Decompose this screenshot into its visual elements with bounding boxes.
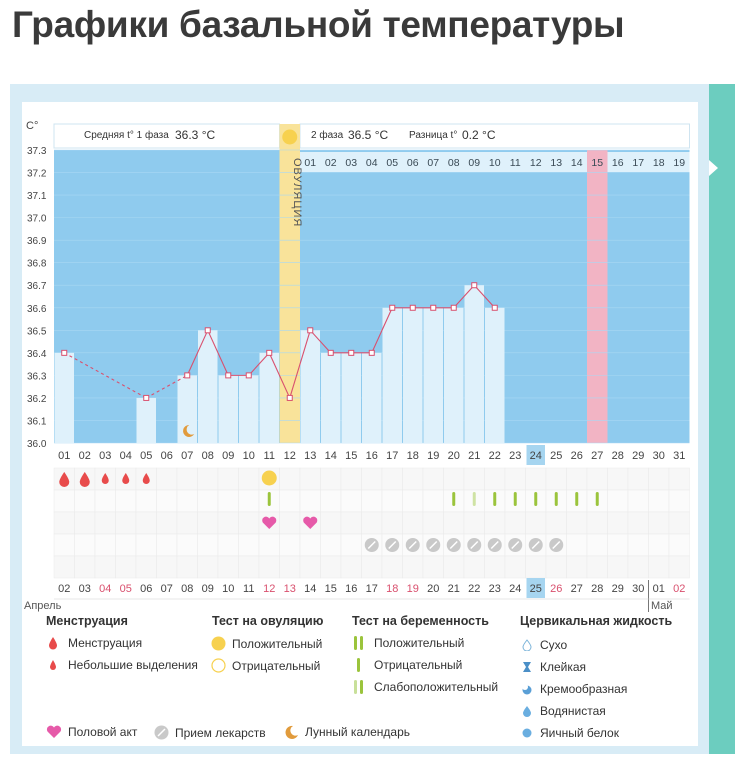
phase1-label: Средняя t° 1 фаза bbox=[84, 130, 169, 141]
marker-cell bbox=[628, 556, 649, 578]
marker-cell bbox=[362, 556, 383, 578]
marker-cell bbox=[464, 512, 485, 534]
marker-cell bbox=[423, 512, 444, 534]
marker-cell bbox=[136, 556, 157, 578]
temperature-bar bbox=[219, 375, 239, 443]
marker-cell bbox=[423, 490, 444, 512]
phase2-day-label: 03 bbox=[345, 157, 358, 169]
marker-cell bbox=[341, 556, 362, 578]
marker-cell bbox=[341, 490, 362, 512]
marker-cell bbox=[136, 490, 157, 512]
marker-cell bbox=[669, 490, 690, 512]
test-bar-icon bbox=[493, 492, 496, 506]
marker-cell bbox=[505, 512, 526, 534]
date-label: 12 bbox=[263, 583, 276, 595]
cycle-day-label: 15 bbox=[345, 450, 358, 462]
marker-cell bbox=[116, 556, 137, 578]
marker-cell bbox=[608, 556, 629, 578]
marker-cell bbox=[321, 512, 342, 534]
marker-cell bbox=[198, 512, 219, 534]
temperature-bar bbox=[260, 353, 280, 443]
temperature-point bbox=[308, 328, 313, 333]
temperature-bar bbox=[444, 308, 464, 443]
marker-cell bbox=[423, 468, 444, 490]
date-label: 28 bbox=[591, 583, 604, 595]
marker-cell bbox=[423, 556, 444, 578]
marker-cell bbox=[157, 556, 178, 578]
cycle-day-label: 02 bbox=[78, 450, 91, 462]
cycle-day-label: 06 bbox=[160, 450, 173, 462]
marker-cell bbox=[177, 534, 198, 556]
date-label: 13 bbox=[283, 583, 296, 595]
marker-cell bbox=[444, 468, 465, 490]
marker-cell bbox=[669, 468, 690, 490]
phase1-value: 36.3 °С bbox=[175, 128, 216, 142]
cycle-day-label: 31 bbox=[673, 450, 686, 462]
marker-cell bbox=[218, 556, 239, 578]
marker-cell bbox=[75, 490, 96, 512]
date-label: 03 bbox=[78, 583, 91, 595]
marker-cell bbox=[54, 512, 75, 534]
phase2-day-label: 05 bbox=[386, 157, 399, 169]
highlight-column bbox=[587, 150, 608, 443]
cycle-day-label: 21 bbox=[468, 450, 481, 462]
legend-pregnancy-weak: Слабоположительный bbox=[354, 680, 498, 694]
test-bar-icon bbox=[268, 492, 271, 506]
cycle-day-label: 25 bbox=[550, 450, 563, 462]
marker-cell bbox=[505, 468, 526, 490]
marker-cell bbox=[239, 468, 260, 490]
cycle-day-label: 23 bbox=[509, 450, 522, 462]
marker-cell bbox=[669, 534, 690, 556]
date-label: 15 bbox=[324, 583, 337, 595]
cycle-day-label: 26 bbox=[570, 450, 583, 462]
marker-cell bbox=[54, 534, 75, 556]
weak-test-bar-icon bbox=[473, 492, 476, 506]
phase2-day-label: 06 bbox=[406, 157, 419, 169]
y-tick-label: 37.3 bbox=[27, 146, 47, 157]
cycle-day-label: 13 bbox=[304, 450, 317, 462]
marker-cell bbox=[177, 468, 198, 490]
cycle-day-label: 08 bbox=[201, 450, 214, 462]
test-bar-icon bbox=[555, 492, 558, 506]
marker-cell bbox=[116, 490, 137, 512]
temperature-point bbox=[267, 350, 272, 355]
marker-cell bbox=[218, 534, 239, 556]
marker-cell bbox=[464, 468, 485, 490]
y-tick-label: 36.4 bbox=[27, 348, 47, 360]
temperature-point bbox=[431, 305, 436, 310]
legend-sex: Половой акт bbox=[46, 725, 137, 739]
marker-cell bbox=[75, 534, 96, 556]
temperature-point bbox=[226, 373, 231, 378]
marker-cell bbox=[669, 512, 690, 534]
marker-cell bbox=[136, 534, 157, 556]
legend-cervical-sticky: Клейкая bbox=[522, 660, 586, 674]
phase2-label: 2 фаза bbox=[311, 130, 344, 141]
date-label: 04 bbox=[99, 583, 112, 595]
date-label: 16 bbox=[345, 583, 358, 595]
y-tick-label: 36.8 bbox=[27, 258, 47, 270]
marker-cell bbox=[157, 512, 178, 534]
phase2-day-label: 15 bbox=[591, 157, 604, 169]
month-start: Апрель bbox=[24, 600, 62, 612]
date-label: 17 bbox=[365, 583, 378, 595]
marker-cell bbox=[649, 556, 670, 578]
test-bar-icon bbox=[534, 492, 537, 506]
phase2-day-label: 09 bbox=[468, 157, 481, 169]
marker-cell bbox=[464, 556, 485, 578]
y-tick-label: 36.1 bbox=[27, 416, 47, 428]
marker-cell bbox=[628, 534, 649, 556]
marker-cell bbox=[321, 490, 342, 512]
temperature-point bbox=[349, 350, 354, 355]
phase2-day-label: 19 bbox=[673, 157, 686, 169]
cycle-day-label: 17 bbox=[386, 450, 399, 462]
marker-cell bbox=[669, 556, 690, 578]
marker-cell bbox=[608, 468, 629, 490]
marker-cell bbox=[608, 512, 629, 534]
legend-menstruation-title: Менструация bbox=[46, 614, 128, 628]
marker-cell bbox=[649, 490, 670, 512]
temperature-point bbox=[451, 305, 456, 310]
phase2-day-label: 18 bbox=[652, 157, 665, 169]
marker-cell bbox=[649, 534, 670, 556]
temperature-bar bbox=[383, 308, 403, 443]
marker-cell bbox=[567, 534, 588, 556]
legend-cervical-creamy: Кремообразная bbox=[522, 682, 627, 696]
cycle-day-label: 03 bbox=[99, 450, 112, 462]
marker-cell bbox=[198, 468, 219, 490]
marker-cell bbox=[485, 556, 506, 578]
y-tick-label: 36.7 bbox=[27, 281, 47, 293]
temperature-bar bbox=[485, 308, 505, 443]
legend-spotting-item: Небольшие выделения bbox=[49, 658, 198, 672]
temperature-point bbox=[287, 395, 292, 400]
marker-cell bbox=[136, 512, 157, 534]
date-label: 29 bbox=[611, 583, 624, 595]
temperature-bar bbox=[342, 353, 362, 443]
y-tick-label: 36.9 bbox=[27, 236, 47, 248]
legend-pregnancy-positive: Положительный bbox=[354, 636, 464, 650]
temperature-point bbox=[328, 350, 333, 355]
marker-cell bbox=[382, 556, 403, 578]
marker-cell bbox=[649, 512, 670, 534]
marker-cell bbox=[362, 490, 383, 512]
marker-cell bbox=[95, 490, 116, 512]
date-label: 11 bbox=[243, 583, 255, 595]
temperature-bar bbox=[321, 353, 341, 443]
cycle-day-label: 05 bbox=[140, 450, 153, 462]
marker-cell bbox=[567, 468, 588, 490]
marker-cell bbox=[587, 556, 608, 578]
marker-cell bbox=[362, 512, 383, 534]
cycle-day-label: 27 bbox=[591, 450, 604, 462]
date-label: 01 bbox=[652, 583, 665, 595]
marker-cell bbox=[587, 512, 608, 534]
legend-cervical-dry: Сухо bbox=[522, 638, 567, 652]
marker-cell bbox=[403, 468, 424, 490]
marker-cell bbox=[505, 556, 526, 578]
marker-cell bbox=[321, 556, 342, 578]
test-bar-icon bbox=[575, 492, 578, 506]
temperature-bar bbox=[424, 308, 444, 443]
marker-cell bbox=[300, 534, 321, 556]
cycle-day-label: 14 bbox=[324, 450, 337, 462]
phase2-day-label: 07 bbox=[427, 157, 440, 169]
cycle-day-label: 24 bbox=[529, 450, 542, 462]
temperature-point bbox=[246, 373, 251, 378]
marker-cell bbox=[546, 556, 567, 578]
marker-cell bbox=[567, 512, 588, 534]
temperature-bar bbox=[239, 375, 259, 443]
marker-cell bbox=[444, 512, 465, 534]
marker-cell bbox=[157, 534, 178, 556]
marker-cell bbox=[177, 490, 198, 512]
marker-cell bbox=[485, 512, 506, 534]
marker-cell bbox=[382, 512, 403, 534]
legend-pregnancy-title: Тест на беременность bbox=[352, 614, 489, 628]
date-label: 24 bbox=[509, 583, 522, 595]
date-label: 19 bbox=[406, 583, 419, 595]
phase2-day-label: 14 bbox=[570, 157, 583, 169]
cycle-day-label: 07 bbox=[181, 450, 194, 462]
marker-cell bbox=[300, 468, 321, 490]
phase2-day-label: 08 bbox=[447, 157, 460, 169]
cycle-day-label: 19 bbox=[427, 450, 440, 462]
date-label: 08 bbox=[181, 583, 194, 595]
ovulation-label: ОВУЛЯЦИЯ bbox=[290, 158, 303, 228]
legend-cervical-title: Цервикальная жидкость bbox=[520, 614, 673, 628]
marker-cell bbox=[587, 468, 608, 490]
marker-cell bbox=[567, 556, 588, 578]
legend-moon: Лунный календарь bbox=[283, 724, 410, 740]
phase2-day-label: 02 bbox=[324, 157, 337, 169]
legend-cervical-eggwhite: Яичный белок bbox=[522, 726, 619, 740]
marker-cell bbox=[300, 556, 321, 578]
y-tick-label: 37.1 bbox=[27, 191, 47, 203]
marker-cell bbox=[239, 534, 260, 556]
marker-cell bbox=[546, 468, 567, 490]
marker-cell bbox=[54, 490, 75, 512]
phase2-day-label: 04 bbox=[365, 157, 378, 169]
marker-cell bbox=[321, 468, 342, 490]
temperature-point bbox=[185, 373, 190, 378]
month-end: Май bbox=[651, 600, 673, 612]
temperature-point bbox=[144, 395, 149, 400]
marker-cell bbox=[157, 468, 178, 490]
legend-medication: Прием лекарств bbox=[154, 725, 266, 740]
temperature-bar bbox=[55, 353, 75, 443]
date-label: 20 bbox=[427, 583, 440, 595]
legend-pregnancy-negative: Отрицательный bbox=[357, 658, 462, 672]
marker-cell bbox=[526, 556, 547, 578]
marker-cell bbox=[198, 556, 219, 578]
legend-ovulation-title: Тест на овуляцию bbox=[212, 614, 324, 628]
temperature-bar bbox=[403, 308, 423, 443]
marker-cell bbox=[239, 512, 260, 534]
marker-cell bbox=[280, 556, 301, 578]
marker-cell bbox=[54, 556, 75, 578]
marker-cell bbox=[382, 490, 403, 512]
cycle-day-label: 18 bbox=[406, 450, 419, 462]
phase2-day-label: 01 bbox=[304, 157, 317, 169]
marker-cell bbox=[321, 534, 342, 556]
y-unit-label: С° bbox=[26, 120, 39, 132]
marker-cell bbox=[341, 512, 362, 534]
date-label: 05 bbox=[119, 583, 132, 595]
cycle-day-label: 11 bbox=[263, 450, 275, 462]
temperature-point bbox=[492, 305, 497, 310]
date-label: 25 bbox=[529, 583, 542, 595]
marker-cell bbox=[300, 490, 321, 512]
marker-cell bbox=[403, 556, 424, 578]
test-bar-icon bbox=[452, 492, 455, 506]
marker-cell bbox=[280, 534, 301, 556]
marker-cell bbox=[75, 556, 96, 578]
marker-cell bbox=[485, 468, 506, 490]
date-label: 14 bbox=[304, 583, 317, 595]
legend-menstruation-item: Менструация bbox=[48, 636, 142, 650]
temperature-bar bbox=[301, 330, 321, 443]
temperature-point bbox=[205, 328, 210, 333]
temperature-point bbox=[410, 305, 415, 310]
marker-cell bbox=[198, 534, 219, 556]
temperature-bar bbox=[465, 285, 485, 443]
marker-cell bbox=[382, 468, 403, 490]
date-label: 27 bbox=[570, 583, 583, 595]
date-label: 02 bbox=[58, 583, 71, 595]
sun-icon bbox=[262, 471, 277, 486]
phase2-day-label: 11 bbox=[509, 157, 521, 169]
marker-cell bbox=[628, 490, 649, 512]
marker-cell bbox=[608, 490, 629, 512]
marker-cell bbox=[608, 534, 629, 556]
marker-cell bbox=[628, 512, 649, 534]
date-label: 30 bbox=[632, 583, 645, 595]
marker-cell bbox=[239, 490, 260, 512]
legend-cervical-watery: Водянистая bbox=[522, 704, 606, 718]
cycle-day-label: 16 bbox=[365, 450, 378, 462]
date-label: 10 bbox=[222, 583, 235, 595]
marker-cell bbox=[587, 534, 608, 556]
temperature-point bbox=[390, 305, 395, 310]
marker-cell bbox=[198, 490, 219, 512]
temperature-point bbox=[369, 350, 374, 355]
marker-cell bbox=[239, 556, 260, 578]
page-title: Графики базальной температуры bbox=[12, 4, 625, 45]
legend-ovulation-positive: Положительный bbox=[211, 636, 322, 651]
phase2-day-label: 13 bbox=[550, 157, 563, 169]
temperature-bar bbox=[198, 330, 218, 443]
temperature-point bbox=[472, 283, 477, 288]
legend-ovulation-negative: Отрицательный bbox=[211, 658, 320, 673]
date-label: 23 bbox=[488, 583, 501, 595]
phase2-value: 36.5 °С bbox=[348, 128, 389, 142]
marker-cell bbox=[116, 534, 137, 556]
y-tick-label: 37.2 bbox=[27, 168, 47, 180]
test-bar-icon bbox=[514, 492, 517, 506]
marker-cell bbox=[95, 556, 116, 578]
date-label: 06 bbox=[140, 583, 153, 595]
y-tick-label: 36.0 bbox=[27, 439, 47, 450]
marker-cell bbox=[362, 468, 383, 490]
cycle-day-label: 22 bbox=[488, 450, 501, 462]
marker-cell bbox=[259, 534, 280, 556]
marker-cell bbox=[444, 556, 465, 578]
marker-cell bbox=[259, 556, 280, 578]
marker-cell bbox=[280, 490, 301, 512]
cycle-day-label: 20 bbox=[447, 450, 460, 462]
cycle-day-label: 30 bbox=[652, 450, 665, 462]
marker-cell bbox=[218, 468, 239, 490]
cycle-day-label: 28 bbox=[611, 450, 624, 462]
marker-cell bbox=[526, 468, 547, 490]
cycle-day-label: 10 bbox=[242, 450, 255, 462]
temperature-bar bbox=[137, 398, 157, 443]
marker-cell bbox=[526, 512, 547, 534]
diff-label: Разница t° bbox=[409, 130, 458, 141]
temperature-bar bbox=[362, 353, 382, 443]
marker-cell bbox=[177, 512, 198, 534]
marker-cell bbox=[218, 490, 239, 512]
ovulation-sun-icon bbox=[282, 130, 297, 145]
marker-cell bbox=[157, 490, 178, 512]
marker-cell bbox=[628, 468, 649, 490]
phase2-day-label: 17 bbox=[632, 157, 645, 169]
marker-cell bbox=[341, 534, 362, 556]
marker-cell bbox=[75, 512, 96, 534]
y-tick-label: 36.3 bbox=[27, 371, 47, 383]
date-label: 07 bbox=[160, 583, 173, 595]
marker-cell bbox=[95, 512, 116, 534]
marker-cell bbox=[403, 490, 424, 512]
temperature-point bbox=[62, 350, 67, 355]
y-tick-label: 36.2 bbox=[27, 393, 47, 405]
marker-cell bbox=[280, 468, 301, 490]
cycle-day-label: 01 bbox=[58, 450, 71, 462]
phase2-day-label: 10 bbox=[488, 157, 501, 169]
cycle-day-label: 12 bbox=[283, 450, 296, 462]
marker-cell bbox=[116, 512, 137, 534]
marker-cell bbox=[403, 512, 424, 534]
cycle-day-label: 09 bbox=[222, 450, 235, 462]
date-label: 02 bbox=[673, 583, 686, 595]
phase2-day-label: 12 bbox=[529, 157, 542, 169]
cycle-day-label: 04 bbox=[119, 450, 132, 462]
marker-cell bbox=[177, 556, 198, 578]
marker-cell bbox=[95, 534, 116, 556]
date-label: 26 bbox=[550, 583, 563, 595]
date-label: 18 bbox=[386, 583, 399, 595]
phase2-day-label: 16 bbox=[611, 157, 624, 169]
y-tick-label: 37.0 bbox=[27, 213, 47, 225]
marker-cell bbox=[649, 468, 670, 490]
date-label: 22 bbox=[468, 583, 481, 595]
cycle-day-label: 29 bbox=[632, 450, 645, 462]
diff-value: 0.2 °С bbox=[462, 128, 496, 142]
y-tick-label: 36.6 bbox=[27, 303, 47, 315]
test-bar-icon bbox=[596, 492, 599, 506]
date-label: 21 bbox=[447, 583, 460, 595]
marker-cell bbox=[218, 512, 239, 534]
marker-cell bbox=[280, 512, 301, 534]
marker-cell bbox=[341, 468, 362, 490]
date-label: 09 bbox=[201, 583, 214, 595]
marker-cell bbox=[546, 512, 567, 534]
y-tick-label: 36.5 bbox=[27, 326, 47, 338]
